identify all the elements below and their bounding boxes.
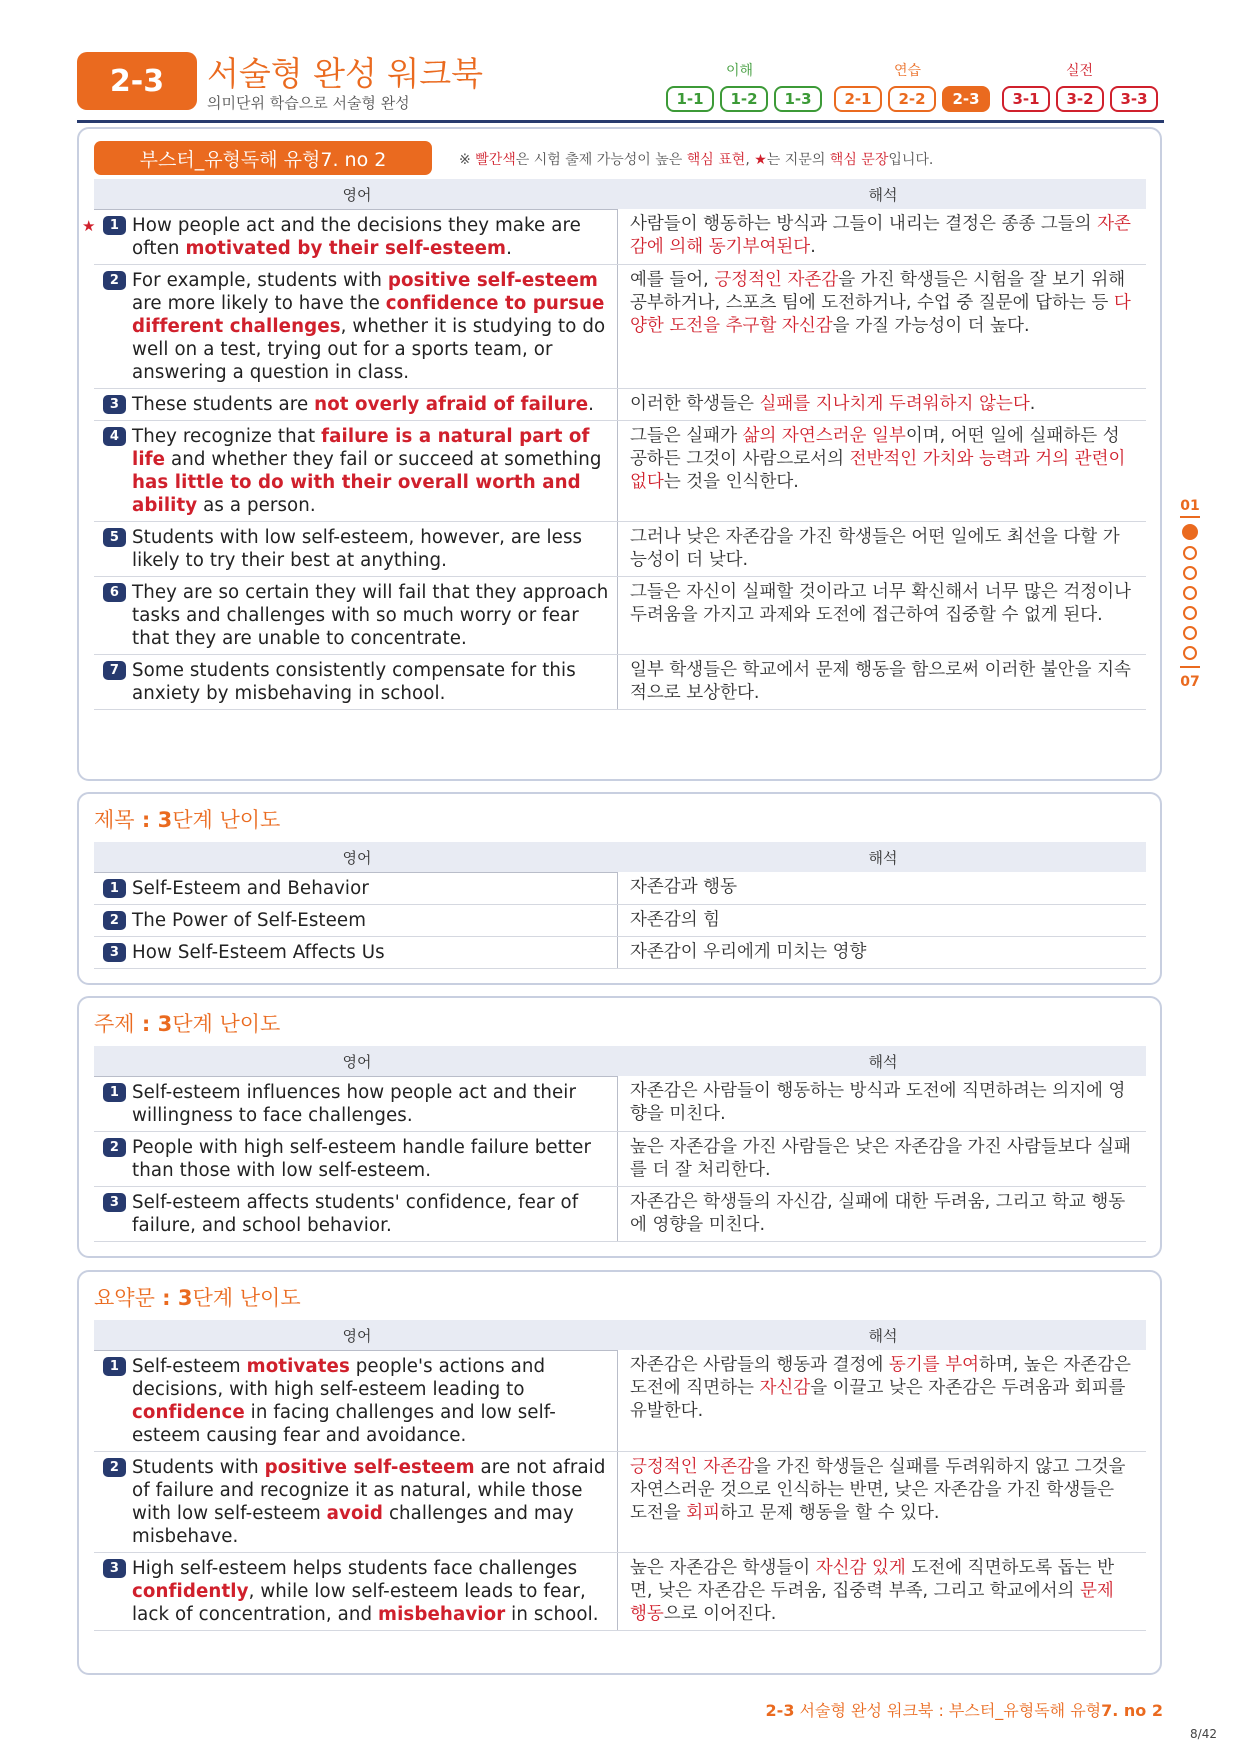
passage-rows: [82, 209, 1146, 710]
korean-cell: [618, 937, 1146, 968]
page-subtitle: 의미단위 학습으로 서술형 완성: [207, 94, 410, 112]
text-segment: 하고 문제 행동을 할 수 있다.: [720, 1503, 940, 1523]
korean-cell: [618, 1187, 1146, 1241]
text-segment: and whether they fail or succeed at something: [165, 449, 602, 470]
sentence-number: 1: [103, 1083, 126, 1102]
text-segment: challenges and may misbehave.: [132, 1503, 574, 1547]
table-row: [94, 655, 1146, 710]
text-segment: 높은 자존감을 가진 사람들은 낮은 자존감을 가진 사람들보다 실패를 더 잘 처리한다.: [630, 1137, 1131, 1180]
key-expression: confidence to pursue different challenges: [132, 293, 605, 337]
text-segment: as a person.: [197, 495, 316, 516]
section-level-text: 단계 난이도: [192, 1286, 301, 1310]
stage-label-practice: 연습: [894, 63, 922, 79]
page-dot-icon[interactable]: [1183, 646, 1197, 660]
col-english: 영어: [342, 185, 372, 204]
text-segment: 이며, 어떤 일에 실패하든 성공하든 그것이 사람으로서의: [630, 426, 1120, 469]
note-mid3: 는 지문의: [766, 152, 830, 168]
summary-table: [94, 1320, 1146, 1631]
text-segment: Self-esteem influences how people act and their willingness to face challenges.: [132, 1082, 577, 1126]
key-expression: 긍정적인 자존감: [630, 1457, 754, 1477]
key-expression: failure is a natural part of life: [132, 426, 590, 470]
section-colon: :: [154, 1286, 178, 1310]
key-expression: motivated by their self-esteem: [185, 238, 507, 259]
english-cell: [94, 1132, 618, 1186]
english-cell: [94, 905, 618, 936]
text-segment: in school.: [505, 1604, 599, 1625]
page-dot-icon[interactable]: [1183, 606, 1197, 620]
text-segment: 사람들이 행동하는 방식과 그들이 내리는 결정은 종종 그들의: [630, 214, 1098, 234]
section-colon: :: [134, 808, 158, 832]
korean-cell: [618, 1132, 1146, 1186]
key-expression: avoid: [326, 1503, 384, 1524]
text-segment: 그들은 실패가: [630, 426, 743, 446]
sentence-number: 2: [103, 911, 126, 930]
table-row: [94, 522, 1146, 577]
side-nav-rule: [1180, 666, 1200, 668]
side-nav-dots: [1176, 524, 1204, 660]
key-expression: 실패를 지나치게 두려워하지 않는다: [759, 394, 1030, 414]
text-segment: 자존감의 힘: [630, 910, 721, 930]
sentence-number: 6: [103, 583, 126, 602]
text-segment: They recognize that: [132, 426, 322, 447]
key-expression: 자신감: [759, 1378, 811, 1398]
table-row: [94, 1076, 1146, 1132]
english-cell: [94, 265, 618, 388]
text-segment: people's actions and decisions, with high self-esteem leading to: [132, 1356, 546, 1400]
table-header: [94, 179, 1146, 209]
page-dot-icon[interactable]: [1183, 586, 1197, 600]
sentence-number: 3: [103, 395, 126, 414]
legend-note: [459, 149, 933, 169]
header-divider: [77, 120, 1164, 123]
theme-section-heading: [94, 1008, 280, 1038]
english-cell: [94, 1076, 618, 1131]
text-segment: How Self-Esteem Affects Us: [132, 942, 385, 963]
text-segment: 일부 학생들은 학교에서 문제 행동을 함으로써 이러한 불안을 지속적으로 보상한다.: [630, 660, 1131, 703]
table-header: [94, 1046, 1146, 1076]
section-label: 주제: [94, 1012, 135, 1036]
note-red3: 핵심 문장: [829, 152, 889, 168]
page-title: 서술형 완성 워크북: [207, 54, 484, 93]
footer-mid: 서술형 완성 워크북 :: [794, 1701, 949, 1720]
summary-rows: [94, 1350, 1146, 1631]
english-cell: [94, 577, 618, 654]
title-card: [77, 792, 1162, 985]
text-segment: 으로 이어진다.: [663, 1604, 777, 1624]
current-page-dot-icon[interactable]: [1182, 524, 1198, 540]
section-level: 3: [177, 1286, 193, 1310]
key-expression: 전반적인 가치와 능력과 거의 관련이 없다: [630, 449, 1126, 492]
section-colon: :: [134, 1012, 158, 1036]
table-row: [94, 265, 1146, 389]
sentence-number: 1: [103, 879, 126, 898]
text-segment: .: [588, 394, 595, 415]
key-expression: positive self-esteem: [264, 1457, 475, 1478]
side-nav-start: 01: [1180, 498, 1200, 514]
step-2-1[interactable]: 2-1: [834, 86, 882, 112]
english-cell: [94, 522, 618, 576]
text-segment: 도전에 직면하도록 돕는 반면, 낮은 자존감은 두려움, 집중력 부족, 그리고 학교에서의: [630, 1558, 1115, 1601]
sentence-number: 4: [103, 427, 126, 446]
note-end: 입니다.: [888, 152, 934, 168]
sentence-number: 2: [103, 271, 126, 290]
page-dot-icon[interactable]: [1183, 566, 1197, 580]
step-2-2[interactable]: 2-2: [888, 86, 936, 112]
english-cell: [94, 389, 618, 420]
text-segment: These students are: [132, 394, 315, 415]
footer-tag-bold: 7. no 2: [1101, 1701, 1163, 1720]
text-segment: 예를 들어,: [630, 270, 715, 290]
key-expression: confidence: [132, 1402, 245, 1423]
title-table: [94, 842, 1146, 969]
table-row: [94, 1553, 1146, 1631]
sentence-number: 2: [103, 1138, 126, 1157]
col-korean: 해석: [868, 1052, 898, 1071]
col-korean: 해석: [868, 848, 898, 867]
key-expression: 다양한 도전을 추구할 자신감: [630, 293, 1131, 336]
key-expression: confidently: [132, 1581, 249, 1602]
key-expression: 삶의 자연스러운 일부: [742, 426, 906, 446]
col-english: 영어: [342, 1052, 372, 1071]
text-segment: The Power of Self-Esteem: [132, 910, 367, 931]
korean-cell: [618, 522, 1146, 576]
text-segment: Self-Esteem and Behavior: [132, 878, 369, 899]
text-segment: 그러나 낮은 자존감을 가진 학생들은 어떤 일에도 최선을 다할 가능성이 더 낮다.: [630, 527, 1120, 570]
table-row: [94, 1350, 1146, 1452]
english-cell: [94, 937, 618, 968]
unit-code-badge: 2-3: [77, 52, 197, 110]
table-row: [94, 905, 1146, 937]
text-segment: For example, students with: [132, 270, 388, 291]
korean-cell: [618, 265, 1146, 388]
step-3-2[interactable]: 3-2: [1056, 86, 1104, 112]
note-mid1: 은 시험 출제 가능성이 높은: [515, 152, 687, 168]
english-cell: [94, 1452, 618, 1552]
key-expression: 긍정적인 자존감: [714, 270, 839, 290]
text-segment: 그들은 자신이 실패할 것이라고 너무 확신해서 너무 많은 걱정이나 두려움을 가지고 과제와 도전에 접근하여 집중할 수 없게 된다.: [630, 582, 1131, 625]
key-expression: not overly afraid of failure: [314, 394, 589, 415]
english-cell: [94, 1553, 618, 1630]
text-segment: are more likely to have the: [132, 293, 386, 314]
english-cell: [94, 1187, 618, 1241]
col-english: 영어: [342, 848, 372, 867]
table-row: [94, 1452, 1146, 1553]
booster-tag: 부스터_유형독해 유형7. no 2: [94, 141, 432, 175]
title-rows: [94, 872, 1146, 969]
note-star-icon: ★: [754, 152, 767, 168]
text-segment: 을 가질 가능성이 더 높다.: [832, 316, 1030, 336]
step-1-1[interactable]: 1-1: [666, 86, 714, 112]
table-row: [82, 209, 1146, 265]
table-row: [94, 937, 1146, 969]
korean-cell: [618, 872, 1146, 904]
page-dot-icon[interactable]: [1183, 626, 1197, 640]
table-header: [94, 1320, 1146, 1350]
key-expression: positive self-esteem: [387, 270, 598, 291]
korean-cell: [618, 389, 1146, 420]
step-1-2[interactable]: 1-2: [720, 86, 768, 112]
sentence-number: 2: [103, 1458, 126, 1477]
step-navigation: [666, 86, 1164, 112]
text-segment: are not afraid of failure and recognize it as natural, while those with low self-esteem: [132, 1457, 606, 1524]
text-segment: People with high self-esteem handle failure better than those with low self-esteem.: [132, 1137, 592, 1181]
table-row: [94, 421, 1146, 522]
side-nav-rule: [1180, 516, 1200, 518]
sentence-number: 7: [103, 661, 126, 680]
korean-cell: [618, 209, 1146, 264]
step-3-3[interactable]: 3-3: [1110, 86, 1158, 112]
passage-card: [77, 127, 1162, 781]
text-segment: Some students consistently compensate for this anxiety by misbehaving in school.: [132, 660, 576, 704]
theme-rows: [94, 1076, 1146, 1242]
english-cell: [82, 209, 618, 264]
sentence-number: 3: [103, 1559, 126, 1578]
theme-card: [77, 996, 1162, 1258]
summary-section-heading: [94, 1282, 301, 1312]
korean-cell: [618, 577, 1146, 654]
footer-label: [766, 1698, 1163, 1721]
table-row: [94, 577, 1146, 655]
col-korean: 해석: [868, 185, 898, 204]
table-row: [94, 389, 1146, 421]
section-label: 제목: [94, 808, 135, 832]
key-expression: 동기를 부여: [888, 1355, 980, 1375]
key-expression: 회피: [686, 1503, 721, 1523]
section-label: 요약문: [94, 1286, 155, 1310]
english-cell: [94, 1350, 618, 1451]
key-expression: motivates: [246, 1356, 350, 1377]
side-nav-end: 07: [1180, 674, 1200, 690]
sentence-number: 3: [103, 1193, 126, 1212]
text-segment: Self-esteem: [132, 1356, 247, 1377]
section-level: 3: [157, 808, 173, 832]
korean-cell: [618, 1553, 1146, 1630]
section-level: 3: [157, 1012, 173, 1036]
english-cell: [94, 872, 618, 904]
english-cell: [94, 655, 618, 709]
text-segment: Students with low self-esteem, however, are less likely to try their best at anything.: [132, 527, 583, 571]
key-expression: 자존감에 의해 동기부여된다: [630, 214, 1131, 257]
korean-cell: [618, 655, 1146, 709]
text-segment: 자존감은 학생들의 자신감, 실패에 대한 두려움, 그리고 학교 행동에 영향을 미친다.: [630, 1192, 1126, 1235]
section-level-text: 단계 난이도: [172, 1012, 281, 1036]
text-segment: 이러한 학생들은: [630, 394, 760, 414]
korean-cell: [618, 1350, 1146, 1451]
sentence-number: 1: [103, 1357, 126, 1376]
col-english: 영어: [342, 1326, 372, 1345]
sentence-number: 5: [103, 528, 126, 547]
text-segment: 을 이끌고 낮은 자존감은 두려움과 회피를 유발한다.: [630, 1378, 1126, 1421]
sentence-number: 1: [103, 216, 126, 235]
stage-label-understand: 이해: [726, 63, 754, 79]
page-number: 8/42: [1190, 1727, 1217, 1741]
table-header: [94, 842, 1146, 872]
footer-code: 2-3: [765, 1701, 795, 1720]
korean-cell: [618, 1076, 1146, 1131]
table-row: [94, 1132, 1146, 1187]
step-2-3[interactable]: 2-3: [942, 86, 990, 112]
text-segment: High self-esteem helps students face challenges: [132, 1558, 578, 1579]
stage-label-real: 실전: [1066, 63, 1094, 79]
key-expression: has little to do with their overall worth and ability: [132, 472, 581, 516]
text-segment: 자존감과 행동: [630, 877, 737, 897]
note-mid2: ,: [745, 152, 755, 168]
key-expression: 자신감 있게: [815, 1558, 906, 1578]
korean-cell: [618, 421, 1146, 521]
key-expression: misbehavior: [378, 1604, 506, 1625]
text-segment: 하며, 높은 자존감은 도전에 직면하는: [630, 1355, 1131, 1398]
korean-cell: [618, 1452, 1146, 1552]
text-segment: 을 가진 학생들은 실패를 두려워하지 않고 그것을 자연스러운 것으로 인식하는 반면, 낮은 자존감을 가진 학생들은 도전을: [630, 1457, 1126, 1523]
theme-table: [94, 1046, 1146, 1242]
text-segment: .: [506, 238, 512, 259]
text-segment: 높은 자존감은 학생들이: [630, 1558, 816, 1578]
text-segment: , while low self-esteem leads to fear, lack of concentration, and: [132, 1581, 586, 1625]
note-red2: 핵심 표현: [686, 152, 746, 168]
text-segment: 는 것을 인식한다.: [663, 472, 799, 492]
english-cell: [94, 421, 618, 521]
passage-table: [82, 179, 1146, 710]
summary-card: [77, 1270, 1162, 1675]
text-segment: How people act and the decisions they make are often: [132, 215, 581, 259]
text-segment: 자존감은 사람들이 행동하는 방식과 도전에 직면하려는 의지에 영향을 미친다.: [630, 1081, 1126, 1124]
title-section-heading: [94, 804, 280, 834]
text-segment: .: [1029, 394, 1036, 414]
text-segment: in facing challenges and low self-esteem causing fear and avoidance.: [132, 1402, 556, 1446]
text-segment: Self-esteem affects students' confidence, fear of failure, and school behavior.: [132, 1192, 579, 1236]
col-korean: 해석: [868, 1326, 898, 1345]
table-row: [94, 872, 1146, 905]
side-progress-nav: [1176, 498, 1204, 690]
sentence-number: 3: [103, 943, 126, 962]
text-segment: They are so certain they will fail that they approach tasks and challenges with so much worry or fear that they are unable to concentrate.: [132, 582, 609, 649]
korean-cell: [618, 905, 1146, 936]
section-level-text: 단계 난이도: [172, 808, 281, 832]
text-segment: 자존감이 우리에게 미치는 영향: [630, 942, 867, 962]
text-segment: Students with: [132, 1457, 265, 1478]
note-prefix: ※: [459, 152, 476, 168]
step-1-3[interactable]: 1-3: [774, 86, 822, 112]
text-segment: 을 가진 학생들은 시험을 잘 보기 위해 공부하거나, 스포츠 팀에 도전하거나, 수업 중 질문에 답하는 등: [630, 270, 1126, 313]
step-3-1[interactable]: 3-1: [1002, 86, 1050, 112]
key-expression: 문제 행동: [630, 1581, 1114, 1624]
star-icon: ★: [82, 217, 96, 235]
table-row: [94, 1187, 1146, 1242]
page-dot-icon[interactable]: [1183, 546, 1197, 560]
footer-tag: 부스터_유형독해 유형: [948, 1701, 1102, 1720]
note-red1: 빨간색: [475, 152, 516, 168]
text-segment: 자존감은 사람들의 행동과 결정에: [630, 1355, 889, 1375]
text-segment: , whether it is studying to do well on a test, trying out for a sports team, or answering a question in class.: [132, 316, 606, 383]
text-segment: .: [810, 237, 816, 257]
